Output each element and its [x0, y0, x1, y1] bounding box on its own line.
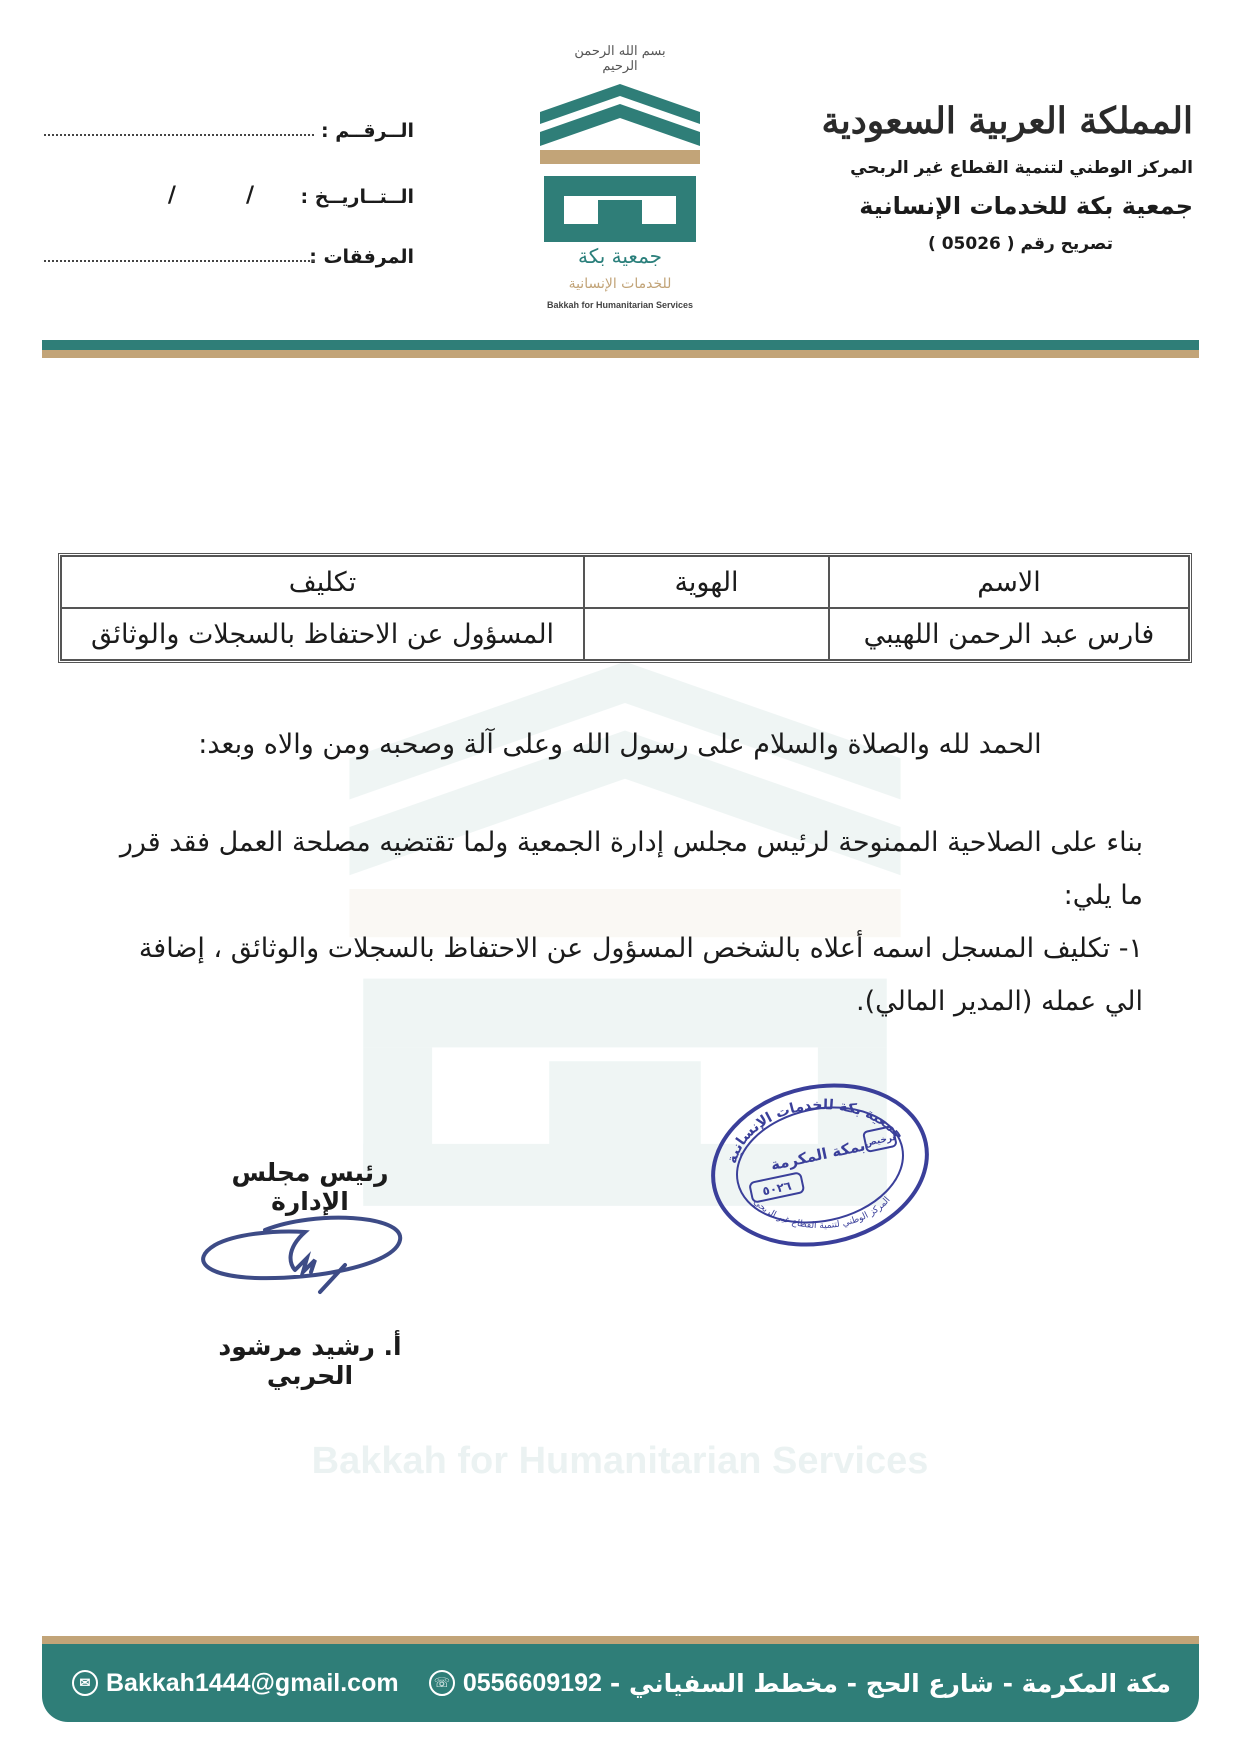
cell-name: فارس عبد الرحمن اللهيبي — [829, 608, 1189, 660]
official-stamp — [705, 1080, 935, 1250]
stamp-permit-text: ترخيص — [863, 1132, 897, 1150]
stamp-center-text: بمكة المكرمة — [769, 1136, 867, 1175]
attachments-label: المرفقات : — [309, 246, 414, 268]
date-field — [44, 183, 314, 208]
permit-label: تصريح رقم — [1020, 234, 1113, 254]
cell-id — [584, 608, 829, 660]
logo-name-ar: جمعية بكة — [577, 244, 663, 268]
header-id: الهوية — [584, 556, 829, 608]
phone-text[interactable]: 0556609192 — [462, 1668, 602, 1697]
greeting: الحمد لله والصلاة والسلام على رسول الله وعلى آلة وصحبه ومن والاه وبعد: — [198, 729, 1042, 760]
svg-text:المركز الوطني لتنمية القطاع غي — [751, 1195, 892, 1231]
signatory-title: رئيس مجلس الإدارة — [231, 1158, 389, 1216]
attachments-row — [44, 208, 414, 268]
table-row — [61, 608, 1189, 660]
date-row — [44, 142, 414, 208]
footer-contact — [429, 1669, 1171, 1698]
kingdom-title: المملكة العربية السعودية — [821, 100, 1193, 142]
header-assignment: تكليف — [61, 556, 584, 608]
footer-divider-gold — [42, 1636, 1199, 1644]
footer-email[interactable] — [72, 1669, 399, 1698]
date-slash: / — [167, 183, 176, 208]
number-label: الــرقــم : — [321, 120, 414, 142]
footer — [42, 1644, 1199, 1722]
handwritten-signature — [195, 1210, 415, 1310]
address-text: مكة المكرمة - شارع الحج - مخطط السفياني - — [609, 1668, 1171, 1698]
stamp-bottom-text: المركز الوطني لتنمية القطاع غير الربحي — [751, 1195, 893, 1232]
signatory-name: أ. رشيد مرشود الحربي — [218, 1332, 402, 1390]
header-left-block — [44, 120, 414, 268]
attachments-field-dots — [44, 259, 314, 262]
permit-number: ( 05026 ) — [928, 234, 1015, 254]
stamp-number: ٥٠٢٦ — [761, 1178, 793, 1199]
table-header-row — [61, 556, 1189, 608]
decision-item-1: ١- تكليف المسجل اسمه أعلاه بالشخص المسؤول عن الاحتفاظ بالسجلات والوثائق ، إضافة الي عمله (المدير المالي). — [138, 933, 1143, 1017]
number-row — [44, 120, 414, 142]
email-text: Bakkah1444@gmail.com — [106, 1668, 399, 1697]
number-field-dots — [44, 133, 314, 136]
stamp-outer-text: جمعية بكة للخدمات الإنسانية — [724, 1097, 908, 1166]
cell-assignment: المسؤول عن الاحتفاظ بالسجلات والوثائق — [61, 608, 584, 660]
association-name: جمعية بكة للخدمات الإنسانية — [859, 192, 1193, 220]
watermark-text: Bakkah for Humanitarian Services — [311, 1440, 929, 1482]
basmala: بسم الله الرحمن الرحيم — [574, 44, 666, 74]
phone-icon: ☏ — [429, 1670, 455, 1696]
date-label: الــتــاريــخ : — [300, 186, 414, 208]
header-divider-teal — [42, 340, 1199, 350]
header-right-block — [773, 100, 1193, 254]
date-slash: / — [245, 183, 254, 208]
mail-icon: ✉ — [72, 1670, 98, 1696]
header-name: الاسم — [829, 556, 1189, 608]
decision-paragraph: بناء على الصلاحية الممنوحة لرئيس مجلس إدارة الجمعية ولما تقتضيه مصلحة العمل فقد قرر ما يلي: — [119, 827, 1143, 911]
permit-line — [773, 234, 1193, 254]
assignment-table — [58, 553, 1192, 663]
logo-name-en: Bakkah for Humanitarian Services — [546, 300, 694, 310]
national-center-line: المركز الوطني لتنمية القطاع غير الربحي — [850, 158, 1193, 178]
logo-tagline-ar: للخدمات الإنسانية — [568, 276, 672, 292]
header-divider-gold — [42, 350, 1199, 358]
